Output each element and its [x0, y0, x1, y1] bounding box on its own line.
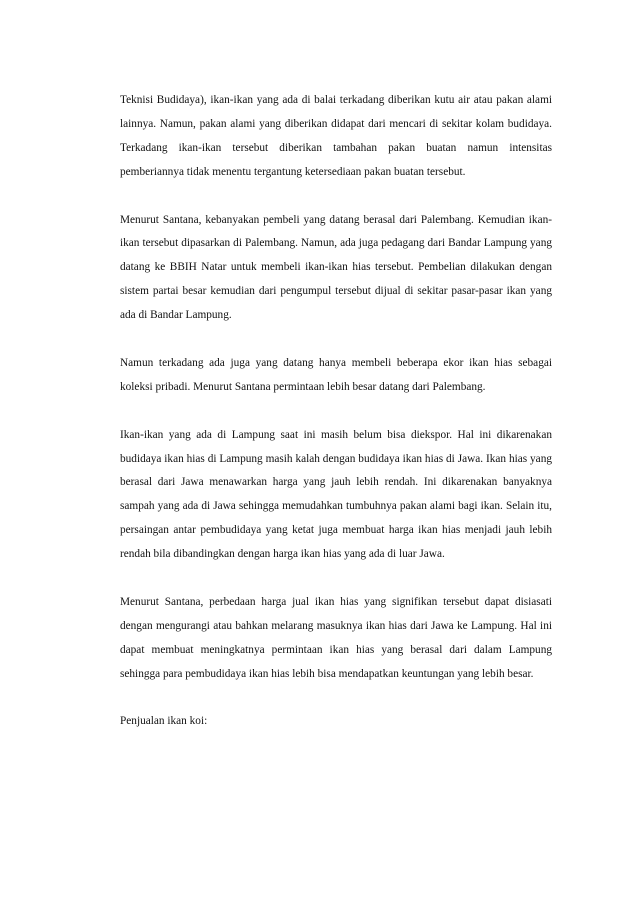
- paragraph-budidaya: Teknisi Budidaya), ikan-ikan yang ada di balai terkadang diberikan kutu air atau pakan alami lainnya. Namun, pakan alami yang diberikan didapat dari mencari di sekitar kolam budidaya. Terkadang ikan-ikan tersebut diberikan tambahan pakan buatan namun intensitas pemberiannya tidak menentu tergantung ketersediaan pakan buatan tersebut.: [120, 94, 552, 178]
- document-body: [120, 89, 552, 734]
- paragraph-ekspor: Ikan-ikan yang ada di Lampung saat ini masih belum bisa diekspor. Hal ini dikarenakan budidaya ikan hias di Lampung masih kalah dengan budidaya ikan hias di Jawa. Ikan hias yang berasal dari Jawa menawarkan harga yang jauh lebih rendah. Ini dikarenakan banyaknya sampah yang ada di Jawa sehingga memudahkan tumbuhnya pakan alami bagi ikan. Selain itu, persaingan antar pembudidaya yang ketat juga membuat harga ikan hias menjadi jauh lebih rendah bila dibandingkan dengan harga ikan hias yang ada di luar Jawa.: [120, 428, 552, 561]
- paragraph-pembeli-palembang: Menurut Santana, kebanyakan pembeli yang datang berasal dari Palembang. Kemudian ikan-ikan tersebut dipasarkan di Palembang. Namun, ada juga pedagang dari Bandar Lampung yang datang ke BBIH Natar untuk membeli ikan-ikan hias tersebut. Pembelian dilakukan dengan sistem partai besar kemudian dari pengumpul tersebut dijual di sekitar pasar-pasar ikan yang ada di Bandar Lampung.: [120, 213, 552, 322]
- paragraph-penjualan-koi: Penjualan ikan koi:: [120, 715, 208, 728]
- paragraph-koleksi-pribadi: Namun terkadang ada juga yang datang hanya membeli beberapa ekor ikan hias sebagai koleksi pribadi. Menurut Santana permintaan lebih besar datang dari Palembang.: [120, 356, 552, 393]
- paragraph-perbedaan-harga: Menurut Santana, perbedaan harga jual ikan hias yang signifikan tersebut dapat disiasati dengan mengurangi atau bahkan melarang masuknya ikan hias dari Jawa ke Lampung. Hal ini dapat membuat meningkatnya permintaan ikan hias yang berasal dari dalam Lampung sehingga para pembudidaya ikan hias lebih bisa mendapatkan keuntungan yang lebih besar.: [120, 595, 552, 680]
